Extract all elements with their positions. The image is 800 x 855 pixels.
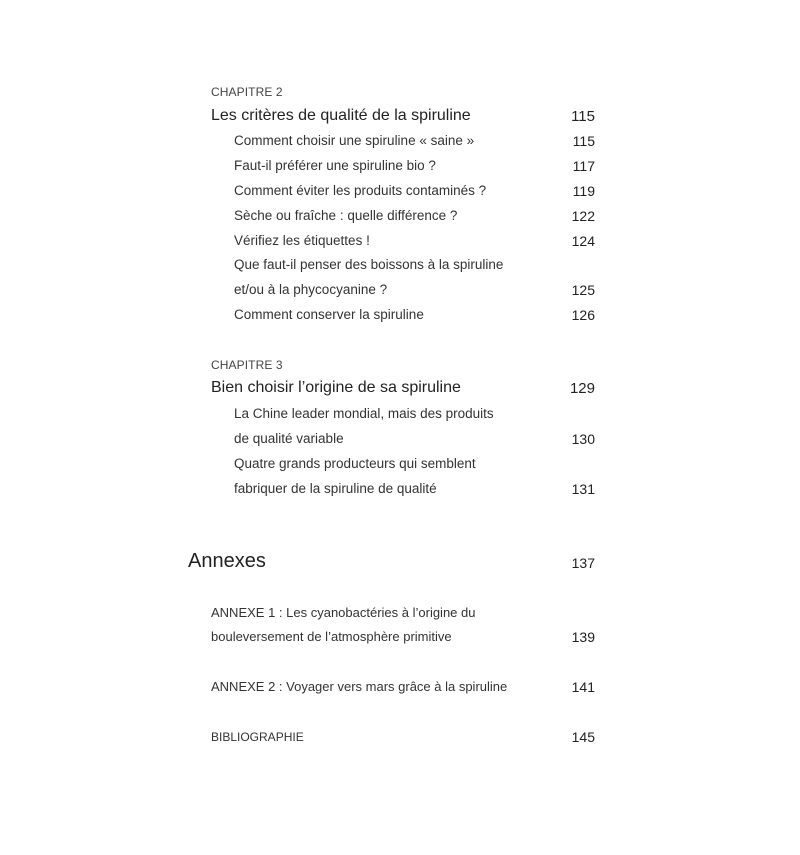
- toc-entry: Comment éviter les produits contaminés ?: [234, 183, 487, 198]
- toc-entry-page: 130: [571, 431, 595, 447]
- toc-entry-continuation: fabriquer de la spiruline de qualité: [234, 481, 437, 496]
- toc-entry-page: 131: [571, 481, 595, 497]
- annex-2-page: 141: [571, 679, 595, 695]
- annexes-title: Annexes: [188, 550, 266, 572]
- annexes-page: 137: [571, 555, 595, 571]
- chapter-2-page: 115: [571, 108, 595, 125]
- toc-entry: Vérifiez les étiquettes !: [234, 233, 370, 248]
- bibliography-page: 145: [571, 729, 595, 745]
- chapter-3-page: 129: [569, 380, 595, 397]
- toc-entry: Sèche ou fraîche : quelle différence ?: [234, 208, 458, 223]
- chapter-3-label: CHAPITRE 3: [211, 358, 283, 372]
- annex-2-prefix: ANNEXE 2 :: [211, 679, 283, 694]
- annex-2-entry: [211, 679, 507, 694]
- annex-1-title: Les cyanobactéries à l’origine du: [282, 605, 476, 620]
- toc-entry-page: 122: [571, 208, 595, 224]
- toc-entry-page: 115: [572, 133, 595, 149]
- bibliography-label: BIBLIOGRAPHIE: [211, 730, 304, 744]
- toc-entry: Que faut-il penser des boissons à la spiruline: [234, 257, 504, 272]
- toc-entry-continuation: et/ou à la phycocyanine ?: [234, 282, 388, 297]
- toc-entry: Quatre grands producteurs qui semblent: [234, 456, 476, 471]
- annex-1-continuation: bouleversement de l’atmosphère primitive: [211, 629, 452, 644]
- toc-entry-continuation: de qualité variable: [234, 431, 344, 446]
- toc-entry-page: 126: [571, 307, 595, 323]
- annex-1-page: 139: [571, 629, 595, 645]
- toc-entry-page: 124: [571, 233, 595, 249]
- toc-entry-page: 119: [572, 183, 595, 199]
- chapter-3-title: Bien choisir l’origine de sa spiruline: [211, 379, 461, 396]
- toc-entry: Comment choisir une spiruline « saine »: [234, 133, 475, 148]
- annex-1-entry: [211, 605, 475, 620]
- toc-entry: Faut-il préférer une spiruline bio ?: [234, 158, 436, 173]
- chapter-2-title: Les critères de qualité de la spiruline: [211, 107, 471, 124]
- toc-entry: La Chine leader mondial, mais des produits: [234, 406, 494, 421]
- chapter-2-label: CHAPITRE 2: [211, 85, 283, 99]
- annex-1-prefix: ANNEXE 1 :: [211, 605, 283, 620]
- toc-entry: Comment conserver la spiruline: [234, 307, 424, 322]
- annex-2-title: Voyager vers mars grâce à la spiruline: [282, 679, 508, 694]
- toc-entry-page: 125: [571, 282, 595, 298]
- toc-entry-page: 117: [572, 158, 595, 174]
